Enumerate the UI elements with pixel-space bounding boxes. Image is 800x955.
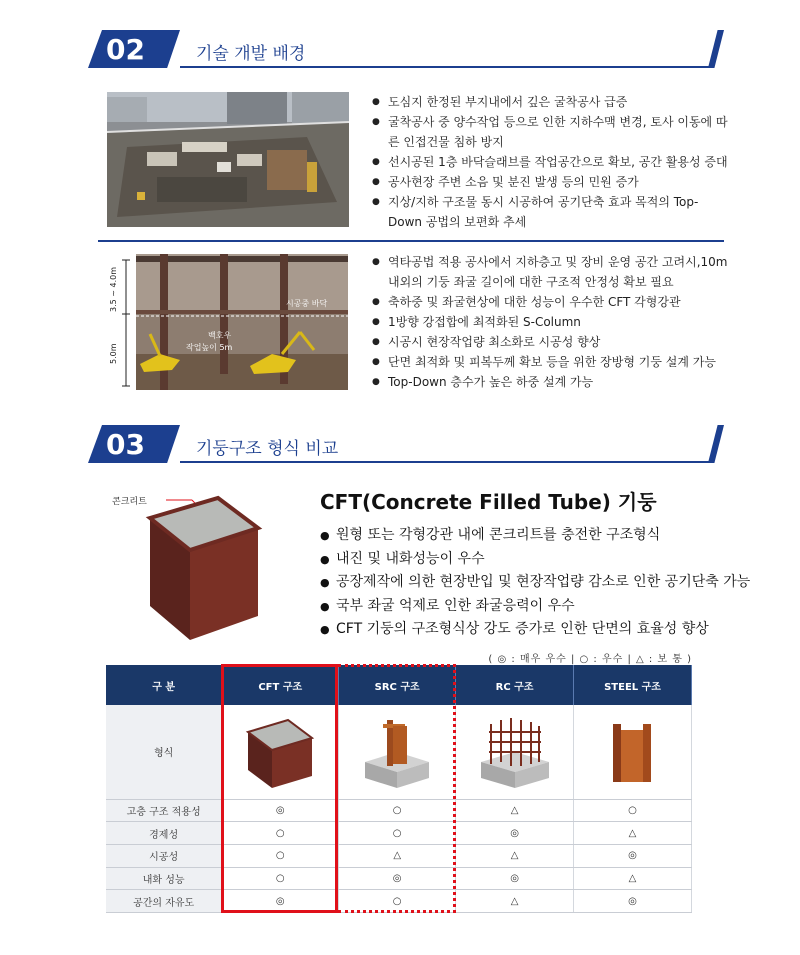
rating-cell: ◎ [222, 799, 339, 822]
rating-cell: △ [456, 844, 574, 867]
rating-cell: △ [339, 844, 456, 867]
rating-cell: △ [574, 822, 692, 845]
topdown-diagram [100, 254, 348, 390]
rating-cell: ○ [222, 844, 339, 867]
rating-cell: ◎ [456, 822, 574, 845]
steel-section-image [593, 710, 673, 790]
list-item: ● 내진 및 내화성능이 우수 [320, 548, 750, 572]
section-number: 03 [106, 428, 145, 461]
src-highlight-box [338, 664, 456, 913]
rating-legend: ( ◎ : 매우 우수 | ○ : 우수 | △ : 보 통 ) [488, 654, 692, 665]
rc-image-cell [456, 705, 574, 799]
list-item: ● Top-Down 층수가 높은 하중 설계 가능 [372, 372, 734, 392]
list-item: ● 지상/지하 구조물 동시 시공하여 공기단축 효과 목적의 Top-Down 공법의 보편화 추세 [372, 192, 732, 232]
rating-cell: △ [574, 867, 692, 890]
section-title: 기둥구조 형식 비교 [196, 439, 339, 459]
header-cell: STEEL 구조 [574, 665, 692, 705]
concrete-label: 콘크리트 [112, 497, 147, 507]
header-slash [708, 30, 724, 68]
header-underline [180, 66, 710, 68]
list-item: ● 도심지 한정된 부지내에서 깊은 굴착공사 급증 [372, 92, 732, 112]
rating-cell: ○ [574, 799, 692, 822]
list-item: ● 공장제작에 의한 현장반입 및 현장작업량 감소로 인한 공기단축 가능 [320, 571, 750, 595]
steel-image-cell [574, 705, 692, 799]
rating-cell: ◎ [456, 867, 574, 890]
list-item: ● 선시공된 1층 바닥슬래브를 작업공간으로 확보, 공간 활용성 증대 [372, 152, 732, 172]
cft-column-illustration [98, 488, 308, 643]
equip-label-1: 백호우 [208, 331, 232, 340]
list-item: ● 1방향 강접합에 최적화된 S-Column [372, 312, 734, 332]
section-03-header [88, 425, 724, 463]
section-number: 02 [106, 33, 145, 66]
header-slash [708, 425, 724, 463]
list-item: ● 역타공법 적용 공사에서 지하층고 및 장비 운영 공간 고려시,10m 내외의 기둥 좌굴 길이에 대한 구조적 안정성 확보 필요 [372, 252, 734, 292]
rating-cell: ○ [339, 799, 456, 822]
cft-bullets [320, 524, 750, 642]
rating-cell: △ [456, 799, 574, 822]
rating-cell: ◎ [222, 890, 339, 913]
cft-title: CFT(Concrete Filled Tube) 기둥 [320, 490, 657, 514]
list-item: ● 원형 또는 각형강관 내에 콘크리트를 충전한 구조형식 [320, 524, 750, 548]
list-item: ● 국부 좌굴 억제로 인한 좌굴응력이 우수 [320, 595, 750, 619]
rating-cell: △ [456, 890, 574, 913]
list-item: ● 시공시 현장작업량 최소화로 시공성 향상 [372, 332, 734, 352]
header-underline [180, 461, 710, 463]
background-bullets-top [372, 92, 732, 232]
background-bullets-bottom [372, 252, 734, 392]
row-label: 공간의 자유도 [106, 890, 222, 913]
list-item: ● 축하중 및 좌굴현상에 대한 성능이 우수한 CFT 각형강관 [372, 292, 734, 312]
row-label: 고층 구조 적용성 [106, 799, 222, 822]
rating-cell: ◎ [339, 867, 456, 890]
dim-label-top: 3.5 ~ 4.0m [109, 266, 118, 312]
list-item: ● CFT 기둥의 구조형식상 강도 증가로 인한 단면의 효율성 향상 [320, 618, 750, 642]
list-item: ● 단면 최적화 및 피복두께 확보 등을 위한 장방형 기둥 설계 가능 [372, 352, 734, 372]
section-02-header [88, 30, 724, 68]
header-cell: RC 구조 [456, 665, 574, 705]
row-label: 형식 [106, 705, 222, 799]
rating-cell: ○ [222, 822, 339, 845]
header-cell: SRC 구조 [339, 665, 456, 705]
rating-cell: ○ [339, 890, 456, 913]
list-item: ● 공사현장 주변 소음 및 분진 발생 등의 민원 증가 [372, 172, 732, 192]
list-item: ● 굴착공사 중 양수작업 등으로 인한 지하수맥 변경, 토사 이동에 따른 인접건물 침하 방지 [372, 112, 732, 152]
cft-highlight-box [221, 664, 338, 913]
row-label: 경제성 [106, 822, 222, 845]
header-cell: CFT 구조 [222, 665, 339, 705]
row-label: 내화 성능 [106, 867, 222, 890]
rating-cell: ○ [222, 867, 339, 890]
rating-cell: ◎ [574, 890, 692, 913]
header-cell: 구 분 [106, 665, 222, 705]
dim-label-bottom: 5.0m [109, 343, 118, 364]
section-title: 기술 개발 배경 [196, 44, 306, 64]
rc-section-image [475, 710, 555, 790]
excavation-site-photo [107, 92, 349, 227]
row-label: 시공성 [106, 844, 222, 867]
equip-label-2: 작업높이 5m [186, 343, 233, 352]
rating-cell: ○ [339, 822, 456, 845]
section-divider [98, 240, 724, 242]
slab-label: 시공중 바닥 [286, 299, 328, 308]
rating-cell: ◎ [574, 844, 692, 867]
